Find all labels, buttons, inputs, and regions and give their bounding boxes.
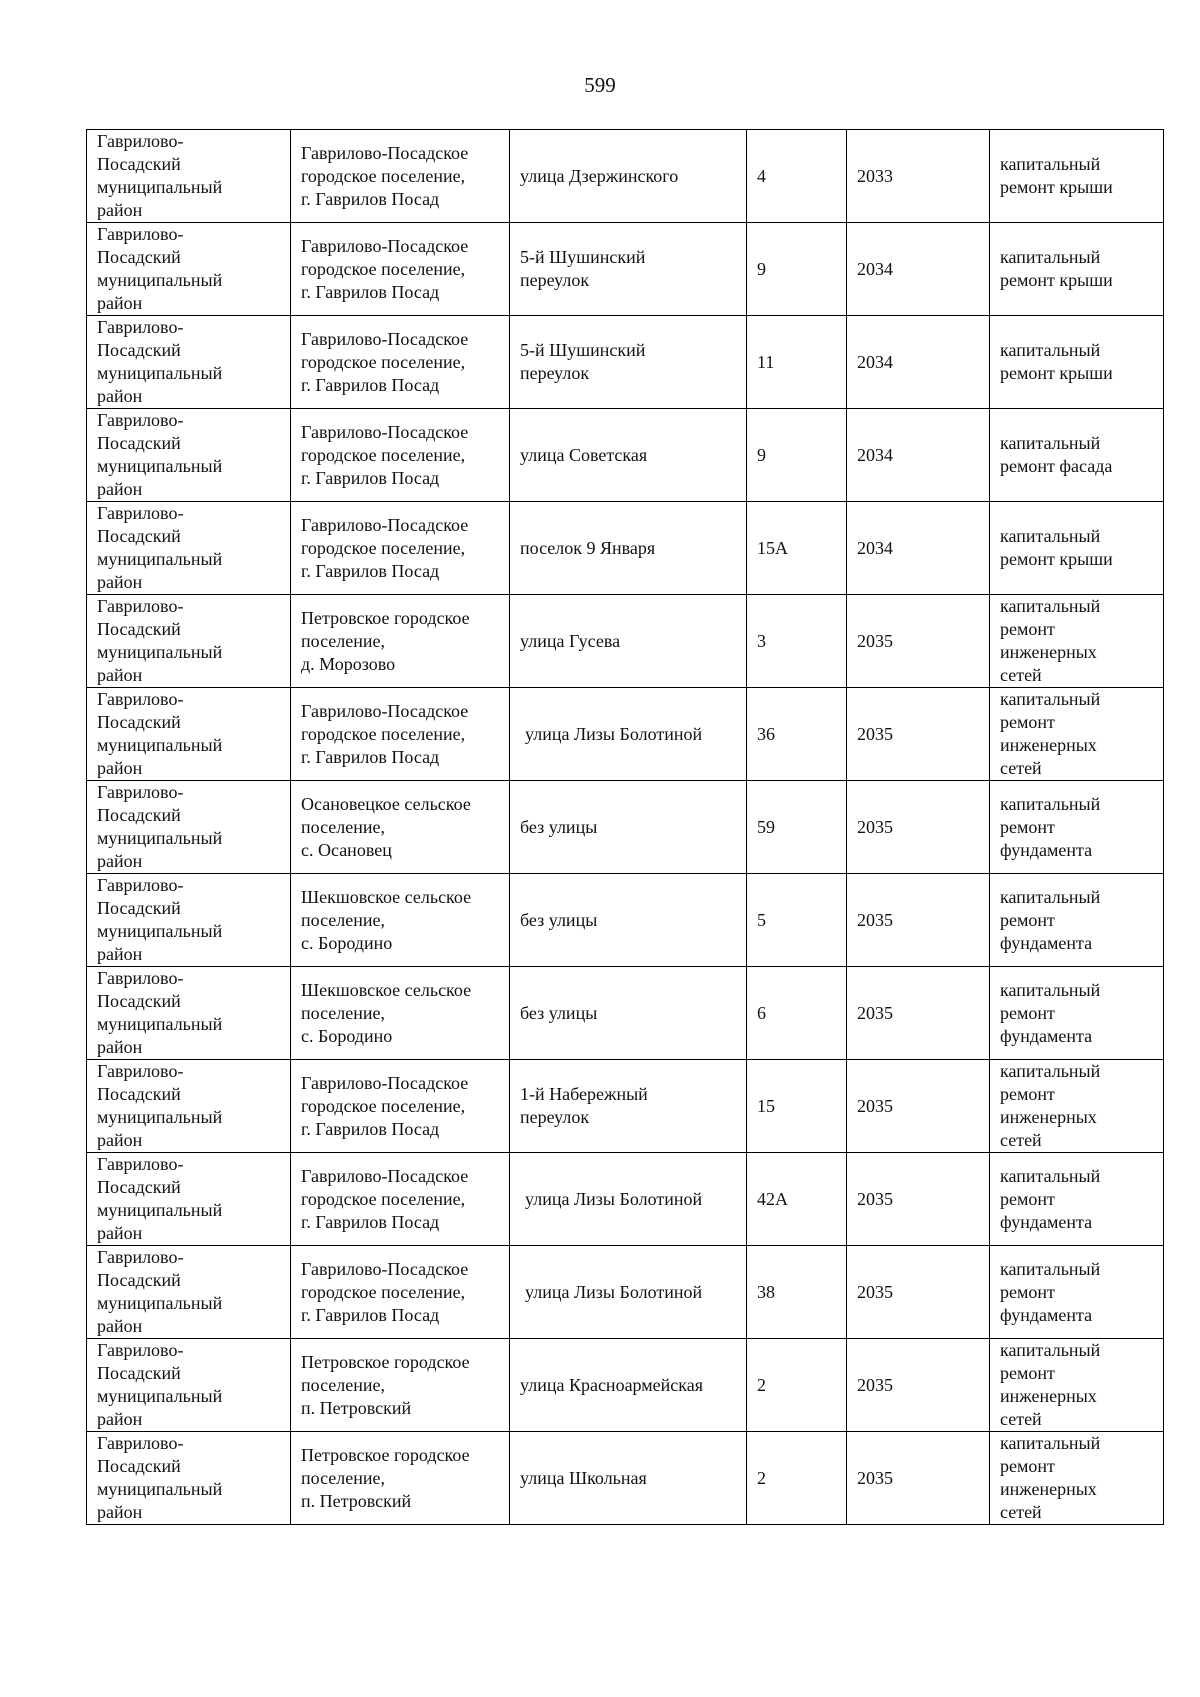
- district-cell: [87, 223, 291, 316]
- settlement-cell-text: Гаврилово-Посадское городское поселение, г. Гаврилов Посад: [301, 328, 469, 395]
- house-number-cell-text: 15: [757, 1095, 775, 1116]
- work-type-cell-text: капитальный ремонт фундамента: [1000, 1165, 1101, 1232]
- year-cell-text: 2033: [857, 165, 893, 186]
- house-number-cell-text: 42А: [757, 1188, 788, 1209]
- house-number-cell: [747, 688, 847, 781]
- district-cell-text: Гаврилово- Посадский муниципальный район: [97, 782, 223, 871]
- work-type-cell-text: капитальный ремонт фасада: [1000, 433, 1113, 476]
- house-number-cell: [747, 409, 847, 502]
- street-cell-text: без улицы: [520, 909, 598, 930]
- year-cell-text: 2034: [857, 444, 893, 465]
- district-cell-text: Гаврилово- Посадский муниципальный район: [97, 317, 223, 406]
- district-cell: [87, 967, 291, 1060]
- house-number-cell: [747, 1339, 847, 1432]
- house-number-cell: [747, 1060, 847, 1153]
- settlement-cell-text: Шекшовское сельское поселение, с. Бородино: [301, 886, 472, 953]
- settlement-cell: [291, 1432, 510, 1525]
- house-number-cell-text: 4: [757, 165, 766, 186]
- year-cell: [847, 316, 990, 409]
- work-type-cell-text: капитальный ремонт крыши: [1000, 340, 1113, 383]
- work-type-cell: [990, 967, 1164, 1060]
- settlement-cell: [291, 1153, 510, 1246]
- year-cell: [847, 1339, 990, 1432]
- table-row: [87, 967, 1164, 1060]
- house-number-cell-text: 2: [757, 1467, 766, 1488]
- settlement-cell-text: Петровское городское поселение, п. Петровский: [301, 1444, 470, 1511]
- year-cell-text: 2035: [857, 1188, 893, 1209]
- street-cell: [510, 595, 747, 688]
- house-number-cell: [747, 595, 847, 688]
- settlement-cell-text: Гаврилово-Посадское городское поселение, г. Гаврилов Посад: [301, 235, 469, 302]
- work-type-cell: [990, 1153, 1164, 1246]
- settlement-cell-text: Гаврилово-Посадское городское поселение, г. Гаврилов Посад: [301, 1258, 469, 1325]
- work-type-cell-text: капитальный ремонт фундамента: [1000, 979, 1101, 1046]
- house-number-cell: [747, 223, 847, 316]
- year-cell: [847, 1153, 990, 1246]
- year-cell: [847, 781, 990, 874]
- year-cell-text: 2034: [857, 351, 893, 372]
- repair-registry-table: [86, 129, 1164, 1525]
- street-cell-text: улица Лизы Болотиной: [525, 723, 703, 744]
- table-row: [87, 1432, 1164, 1525]
- district-cell: [87, 688, 291, 781]
- settlement-cell-text: Гаврилово-Посадское городское поселение, г. Гаврилов Посад: [301, 700, 469, 767]
- work-type-cell-text: капитальный ремонт фундамента: [1000, 886, 1101, 953]
- street-cell: [510, 1246, 747, 1339]
- work-type-cell-text: капитальный ремонт инженерных сетей: [1000, 596, 1101, 685]
- year-cell-text: 2035: [857, 909, 893, 930]
- street-cell-text: улица Советская: [520, 444, 648, 465]
- house-number-cell: [747, 1153, 847, 1246]
- year-cell-text: 2035: [857, 630, 893, 651]
- street-cell-text: улица Лизы Болотиной: [525, 1281, 703, 1302]
- house-number-cell-text: 2: [757, 1374, 766, 1395]
- street-cell: [510, 1432, 747, 1525]
- street-cell-text: без улицы: [520, 816, 598, 837]
- year-cell: [847, 502, 990, 595]
- registry-table-body: [87, 130, 1164, 1525]
- work-type-cell-text: капитальный ремонт инженерных сетей: [1000, 689, 1101, 778]
- house-number-cell: [747, 967, 847, 1060]
- work-type-cell: [990, 409, 1164, 502]
- work-type-cell-text: капитальный ремонт инженерных сетей: [1000, 1433, 1101, 1522]
- work-type-cell-text: капитальный ремонт крыши: [1000, 154, 1113, 197]
- district-cell: [87, 1246, 291, 1339]
- table-row: [87, 874, 1164, 967]
- house-number-cell-text: 15А: [757, 537, 788, 558]
- district-cell: [87, 595, 291, 688]
- house-number-cell-text: 6: [757, 1002, 766, 1023]
- settlement-cell-text: Гаврилово-Посадское городское поселение, г. Гаврилов Посад: [301, 1072, 469, 1139]
- house-number-cell-text: 38: [757, 1281, 775, 1302]
- house-number-cell-text: 11: [757, 351, 775, 372]
- street-cell: [510, 316, 747, 409]
- street-cell-text: улица Школьная: [520, 1467, 647, 1488]
- table-row: [87, 1060, 1164, 1153]
- house-number-cell: [747, 1432, 847, 1525]
- street-cell: [510, 502, 747, 595]
- street-cell-text: поселок 9 Января: [520, 537, 656, 558]
- house-number-cell-text: 36: [757, 723, 775, 744]
- year-cell: [847, 967, 990, 1060]
- work-type-cell-text: капитальный ремонт крыши: [1000, 247, 1113, 290]
- work-type-cell: [990, 781, 1164, 874]
- work-type-cell-text: капитальный ремонт крыши: [1000, 526, 1113, 569]
- district-cell-text: Гаврилово- Посадский муниципальный район: [97, 689, 223, 778]
- street-cell-text: 5-й Шушинский переулок: [520, 247, 646, 290]
- settlement-cell: [291, 1339, 510, 1432]
- table-row: [87, 1246, 1164, 1339]
- street-cell: [510, 781, 747, 874]
- work-type-cell-text: капитальный ремонт фундамента: [1000, 1258, 1101, 1325]
- district-cell-text: Гаврилово- Посадский муниципальный район: [97, 1061, 223, 1150]
- year-cell-text: 2034: [857, 537, 893, 558]
- work-type-cell: [990, 874, 1164, 967]
- house-number-cell: [747, 316, 847, 409]
- district-cell: [87, 1432, 291, 1525]
- house-number-cell-text: 9: [757, 258, 766, 279]
- district-cell-text: Гаврилово- Посадский муниципальный район: [97, 968, 223, 1057]
- settlement-cell: [291, 409, 510, 502]
- house-number-cell-text: 59: [757, 816, 775, 837]
- table-row: [87, 1153, 1164, 1246]
- settlement-cell: [291, 1060, 510, 1153]
- year-cell-text: 2035: [857, 1374, 893, 1395]
- street-cell-text: 1-й Набережный переулок: [520, 1084, 648, 1127]
- street-cell: [510, 223, 747, 316]
- year-cell: [847, 1060, 990, 1153]
- year-cell: [847, 595, 990, 688]
- house-number-cell: [747, 874, 847, 967]
- street-cell-text: без улицы: [520, 1002, 598, 1023]
- settlement-cell: [291, 781, 510, 874]
- district-cell-text: Гаврилово- Посадский муниципальный район: [97, 1247, 223, 1336]
- work-type-cell: [990, 316, 1164, 409]
- settlement-cell-text: Гаврилово-Посадское городское поселение, г. Гаврилов Посад: [301, 514, 469, 581]
- street-cell: [510, 130, 747, 223]
- settlement-cell: [291, 223, 510, 316]
- district-cell-text: Гаврилово- Посадский муниципальный район: [97, 875, 223, 964]
- district-cell: [87, 1153, 291, 1246]
- district-cell-text: Гаврилово- Посадский муниципальный район: [97, 1433, 223, 1522]
- table-row: [87, 502, 1164, 595]
- district-cell-text: Гаврилово- Посадский муниципальный район: [97, 503, 223, 592]
- settlement-cell: [291, 316, 510, 409]
- settlement-cell-text: Гаврилово-Посадское городское поселение, г. Гаврилов Посад: [301, 1165, 469, 1232]
- settlement-cell-text: Осановецкое сельское поселение, с. Осановец: [301, 793, 471, 860]
- table-row: [87, 781, 1164, 874]
- year-cell-text: 2035: [857, 723, 893, 744]
- district-cell: [87, 874, 291, 967]
- year-cell: [847, 223, 990, 316]
- district-cell: [87, 502, 291, 595]
- table-row: [87, 130, 1164, 223]
- house-number-cell: [747, 502, 847, 595]
- year-cell: [847, 1432, 990, 1525]
- district-cell: [87, 1339, 291, 1432]
- year-cell-text: 2034: [857, 258, 893, 279]
- house-number-cell-text: 3: [757, 630, 766, 651]
- district-cell-text: Гаврилово- Посадский муниципальный район: [97, 596, 223, 685]
- street-cell-text: улица Дзержинского: [520, 165, 679, 186]
- table-row: [87, 223, 1164, 316]
- settlement-cell-text: Гаврилово-Посадское городское поселение, г. Гаврилов Посад: [301, 142, 469, 209]
- house-number-cell: [747, 130, 847, 223]
- house-number-cell-text: 9: [757, 444, 766, 465]
- settlement-cell-text: Петровское городское поселение, д. Морозово: [301, 607, 470, 674]
- settlement-cell-text: Петровское городское поселение, п. Петровский: [301, 1351, 470, 1418]
- street-cell-text: улица Лизы Болотиной: [525, 1188, 703, 1209]
- work-type-cell: [990, 1432, 1164, 1525]
- settlement-cell: [291, 502, 510, 595]
- street-cell: [510, 1060, 747, 1153]
- year-cell-text: 2035: [857, 816, 893, 837]
- work-type-cell: [990, 688, 1164, 781]
- work-type-cell-text: капитальный ремонт фундамента: [1000, 793, 1101, 860]
- street-cell: [510, 874, 747, 967]
- district-cell-text: Гаврилово- Посадский муниципальный район: [97, 1154, 223, 1243]
- work-type-cell: [990, 1246, 1164, 1339]
- district-cell-text: Гаврилово- Посадский муниципальный район: [97, 1340, 223, 1429]
- year-cell: [847, 1246, 990, 1339]
- settlement-cell: [291, 688, 510, 781]
- street-cell: [510, 688, 747, 781]
- year-cell: [847, 874, 990, 967]
- street-cell: [510, 1339, 747, 1432]
- settlement-cell: [291, 874, 510, 967]
- settlement-cell-text: Шекшовское сельское поселение, с. Бородино: [301, 979, 472, 1046]
- year-cell-text: 2035: [857, 1467, 893, 1488]
- district-cell: [87, 409, 291, 502]
- work-type-cell: [990, 595, 1164, 688]
- work-type-cell-text: капитальный ремонт инженерных сетей: [1000, 1061, 1101, 1150]
- district-cell-text: Гаврилово- Посадский муниципальный район: [97, 131, 223, 220]
- work-type-cell-text: капитальный ремонт инженерных сетей: [1000, 1340, 1101, 1429]
- settlement-cell: [291, 1246, 510, 1339]
- year-cell: [847, 688, 990, 781]
- settlement-cell: [291, 967, 510, 1060]
- house-number-cell: [747, 1246, 847, 1339]
- street-cell-text: 5-й Шушинский переулок: [520, 340, 646, 383]
- table-row: [87, 409, 1164, 502]
- year-cell-text: 2035: [857, 1002, 893, 1023]
- district-cell: [87, 316, 291, 409]
- settlement-cell: [291, 130, 510, 223]
- work-type-cell: [990, 1060, 1164, 1153]
- street-cell: [510, 409, 747, 502]
- year-cell: [847, 409, 990, 502]
- settlement-cell-text: Гаврилово-Посадское городское поселение, г. Гаврилов Посад: [301, 421, 469, 488]
- district-cell-text: Гаврилово- Посадский муниципальный район: [97, 410, 223, 499]
- street-cell-text: улица Красноармейская: [520, 1374, 704, 1395]
- work-type-cell: [990, 130, 1164, 223]
- street-cell: [510, 967, 747, 1060]
- table-row: [87, 316, 1164, 409]
- house-number-cell: [747, 781, 847, 874]
- table-row: [87, 1339, 1164, 1432]
- street-cell: [510, 1153, 747, 1246]
- district-cell-text: Гаврилово- Посадский муниципальный район: [97, 224, 223, 313]
- house-number-cell-text: 5: [757, 909, 766, 930]
- district-cell: [87, 781, 291, 874]
- page-number: 599: [584, 73, 616, 97]
- settlement-cell: [291, 595, 510, 688]
- district-cell: [87, 130, 291, 223]
- year-cell: [847, 130, 990, 223]
- year-cell-text: 2035: [857, 1095, 893, 1116]
- street-cell-text: улица Гусева: [520, 630, 621, 651]
- year-cell-text: 2035: [857, 1281, 893, 1302]
- work-type-cell: [990, 223, 1164, 316]
- work-type-cell: [990, 1339, 1164, 1432]
- table-row: [87, 595, 1164, 688]
- table-row: [87, 688, 1164, 781]
- work-type-cell: [990, 502, 1164, 595]
- district-cell: [87, 1060, 291, 1153]
